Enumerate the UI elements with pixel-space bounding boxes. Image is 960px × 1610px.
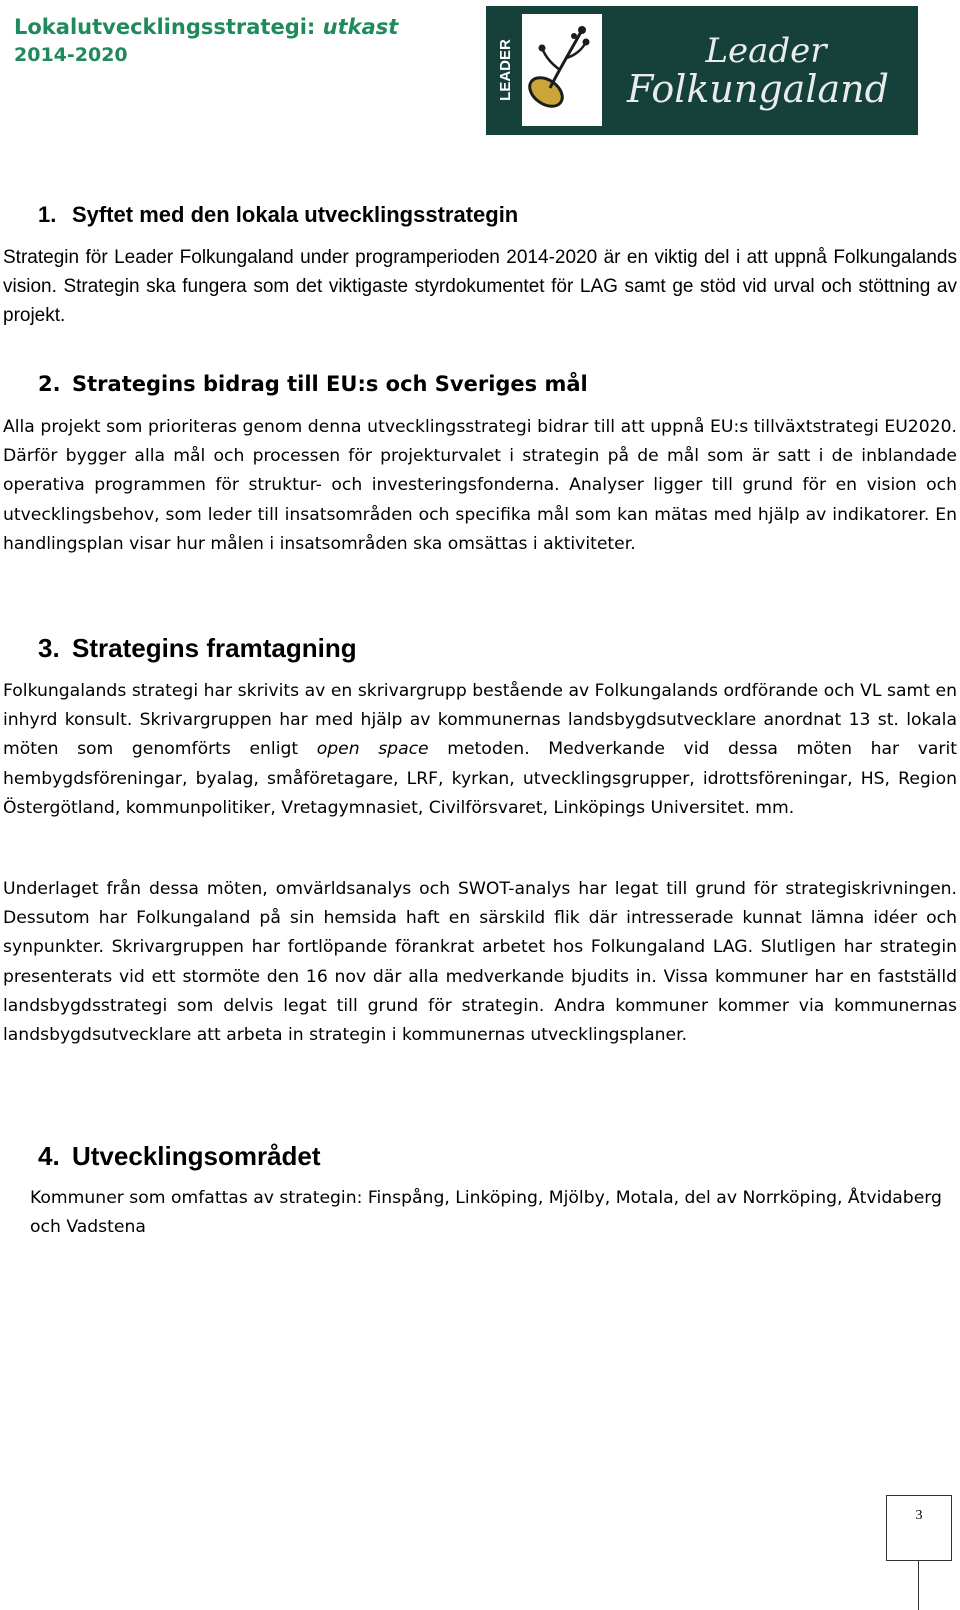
section-3-title: Strategins framtagning bbox=[72, 633, 357, 663]
logo-white-panel bbox=[522, 14, 602, 126]
leader-folkungaland-logo bbox=[486, 6, 918, 135]
section-3-paragraph-1 bbox=[3, 677, 957, 823]
logo-text-folkungaland: Folkungaland bbox=[627, 67, 889, 111]
section-2-heading bbox=[38, 372, 588, 396]
section-1-body: Strategin för Leader Folkungaland under programperioden 2014-2020 är en viktig del i att uppnå Folkungalands vision. Strategin ska fungera som det viktigaste styrdokumentet för LAG samt ge stöd vid urval och stöttning av projekt. bbox=[3, 247, 957, 326]
section-3-p1-text-b: metoden. Medverkande vid dessa möten har varit hembygdsföreningar, byalag, småföretagare, LRF, kyrkan, utvecklingsgrupper, idrottsföreningar, HS, Region Östergötland, kommunpolitiker, Vretagymnasiet, Civilförsvaret, Linköpings Universitet. mm. bbox=[3, 739, 957, 818]
logo-text-leader: Leader bbox=[705, 31, 827, 71]
document-years: 2014-2020 bbox=[14, 44, 128, 66]
logo-graphic bbox=[486, 6, 918, 135]
section-3-heading bbox=[38, 633, 357, 664]
document-title-draft: utkast bbox=[322, 15, 399, 39]
section-4-title: Utvecklingsområdet bbox=[72, 1141, 321, 1171]
section-1-heading bbox=[38, 202, 518, 228]
section-2-title: Strategins bidrag till EU:s och Sveriges mål bbox=[72, 372, 588, 396]
page-number-box bbox=[886, 1495, 952, 1561]
section-3-paragraph-2: Underlaget från dessa möten, omvärldsanalys och SWOT-analys har legat till grund för strategiskrivningen. Dessutom har Folkungaland på sin hemsida haft en särskild flik där intresserade kunnat lämna idéer och synpunkter. Skrivargruppen har fortlöpande förankrat arbetet hos Folkungaland LAG. Slutligen har strategin presenterats vid ett stormöte den 16 nov där alla medverkande bjudits in. Vissa kommuner har en fastställd landsbygdsstrategi som delvis legat till grund för strategin. Andra kommuner kommer via kommunernas landsbygdsutvecklare att arbeta in strategin i kommunernas utvecklingsplaner. bbox=[3, 879, 957, 1046]
section-3-p1-text-a: Folkungalands strategi har skrivits av en skrivargrupp bestående av Folkungalands ordförande och VL samt en inhyrd konsult. Skrivargruppen har med hjälp av kommunernas landsbygdsutvecklare anordnat 13 st. lokala möten som genomförts enligt bbox=[3, 681, 957, 760]
section-2-number: 2. bbox=[38, 372, 61, 396]
section-1-number: 1. bbox=[38, 202, 57, 227]
page-number: 3 bbox=[915, 1508, 923, 1523]
page-number-divider bbox=[918, 1561, 919, 1610]
section-3-number: 3. bbox=[38, 633, 60, 663]
section-4-number: 4. bbox=[38, 1141, 60, 1171]
section-4-body: Kommuner som omfattas av strategin: Finspång, Linköping, Mjölby, Motala, del av Norrköping, Åtvidaberg och Vadstena bbox=[30, 1188, 942, 1237]
section-2-body: Alla projekt som prioriteras genom denna utvecklingsstrategi bidrar till att uppnå EU:s tillväxtstrategi EU2020. Därför bygger alla mål och processen för projekturvalet i strategin på de mål som är satt i de inblandade operativa programmen för struktur- och investeringsfonderna. Analyser ligger till grund för en vision och utvecklingsbehov, som leder till insatsområden och specifika mål som kan mätas med hjälp av indikatorer. En handlingsplan visar hur målen i insatsområden ska omsättas i aktiviteter. bbox=[3, 417, 957, 554]
section-3-p1-italic: open space bbox=[316, 739, 429, 760]
section-1-title: Syftet med den lokala utvecklingsstrategin bbox=[72, 202, 519, 227]
logo-vertical-text: LEADER bbox=[497, 39, 514, 101]
section-4-heading bbox=[38, 1141, 321, 1172]
document-title bbox=[14, 12, 398, 42]
document-title-main: Lokalutvecklingsstrategi: bbox=[14, 15, 323, 39]
